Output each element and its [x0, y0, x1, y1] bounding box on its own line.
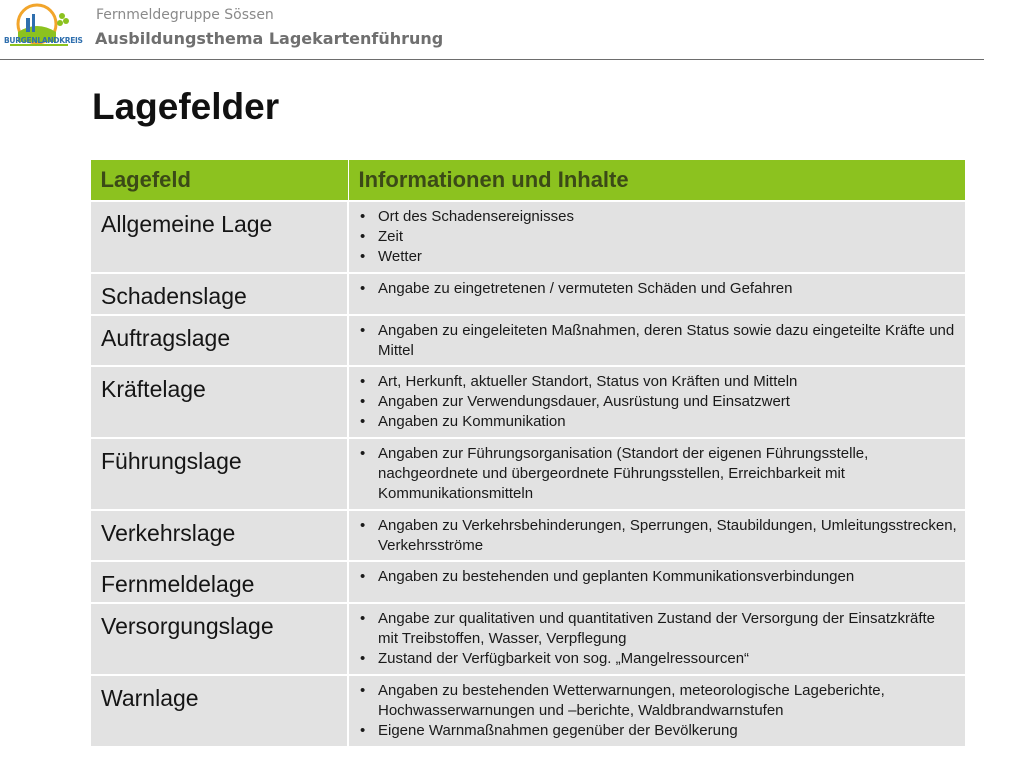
table-body [90, 201, 965, 747]
bullet-list [357, 567, 957, 587]
table-row [90, 603, 965, 675]
information-cell [348, 675, 965, 747]
lagefelder-table [89, 159, 966, 748]
bullet-item: • Zustand der Verfügbarkeit von sog. „Mangelressourcen“ [357, 649, 957, 669]
header-divider [0, 59, 984, 60]
bullet-item: • Angaben zu eingeleiteten Maßnahmen, deren Status sowie dazu eingeteilte Kräfte und Mittel [357, 321, 957, 361]
information-cell [348, 201, 965, 273]
table-row [90, 675, 965, 747]
information-cell [348, 366, 965, 438]
bullet-item: • Zeit [357, 227, 957, 247]
logo-graphic [4, 2, 83, 56]
bullet-item: • Angaben zu bestehenden Wetterwarnungen, meteorologische Lageberichte, Hochwasserwarnungen und –berichte, Waldbrandwarnstufen [357, 681, 957, 721]
bullet-item: • Eigene Warnmaßnahmen gegenüber der Bevölkerung [357, 721, 957, 741]
table-header-row [90, 160, 965, 202]
bullet-item: • Angabe zur qualitativen und quantitativen Zustand der Versorgung der Einsatzkräfte mit Treibstoffen, Wasser, Verpflegung [357, 609, 957, 649]
bullet-item: • Wetter [357, 247, 957, 267]
column-header-lagefeld: Lagefeld [90, 160, 348, 202]
lagefeld-cell: Allgemeine Lage [90, 201, 348, 273]
bullet-list [357, 372, 957, 432]
bullet-item: • Angaben zur Verwendungsdauer, Ausrüstung und Einsatzwert [357, 392, 957, 412]
information-cell [348, 315, 965, 366]
lagefeld-cell: Warnlage [90, 675, 348, 747]
bullet-list [357, 321, 957, 361]
training-topic: Ausbildungsthema Lagekartenführung [95, 29, 444, 48]
organization-name: Fernmeldegruppe Sössen [96, 7, 274, 23]
lagefeld-cell: Kräftelage [90, 366, 348, 438]
bullet-item: • Angabe zu eingetretenen / vermuteten Schäden und Gefahren [357, 279, 957, 299]
burgenlandkreis-logo [4, 2, 83, 56]
slide-title: Lagefelder [92, 86, 280, 127]
information-cell [348, 438, 965, 510]
bullet-list [357, 207, 957, 267]
bullet-item: • Ort des Schadensereignisses [357, 207, 957, 227]
bullet-list [357, 516, 957, 556]
lagefeld-cell: Fernmeldelage [90, 561, 348, 603]
lagefeld-cell: Schadenslage [90, 273, 348, 315]
table-row [90, 510, 965, 561]
table-row [90, 201, 965, 273]
table-row [90, 273, 965, 315]
table-row [90, 315, 965, 366]
lagefeld-cell: Verkehrslage [90, 510, 348, 561]
bullet-list [357, 681, 957, 741]
bullet-item: • Art, Herkunft, aktueller Standort, Status von Kräften und Mitteln [357, 372, 957, 392]
bullet-item: • Angaben zu bestehenden und geplanten Kommunikationsverbindungen [357, 567, 957, 587]
information-cell [348, 510, 965, 561]
table-row [90, 366, 965, 438]
logo-text: BURGENLANDKREIS [4, 36, 83, 45]
lagefeld-cell: Versorgungslage [90, 603, 348, 675]
table-row [90, 561, 965, 603]
information-cell [348, 561, 965, 603]
bullet-item: • Angaben zu Verkehrsbehinderungen, Sperrungen, Staubildungen, Umleitungsstrecken, Verkehrsströme [357, 516, 957, 556]
bullet-list [357, 444, 957, 504]
information-cell [348, 603, 965, 675]
bullet-item: • Angaben zu Kommunikation [357, 412, 957, 432]
table-row [90, 438, 965, 510]
column-header-informationen: Informationen und Inhalte [348, 160, 965, 202]
lagefeld-cell: Führungslage [90, 438, 348, 510]
bullet-list [357, 279, 957, 299]
bullet-item: • Angaben zur Führungsorganisation (Standort der eigenen Führungsstelle, nachgeordnete und übergeordnete Führungsstellen, Erreichbarkeit mit Kommunikationsmitteln [357, 444, 957, 504]
information-cell [348, 273, 965, 315]
lagefeld-cell: Auftragslage [90, 315, 348, 366]
bullet-list [357, 609, 957, 669]
